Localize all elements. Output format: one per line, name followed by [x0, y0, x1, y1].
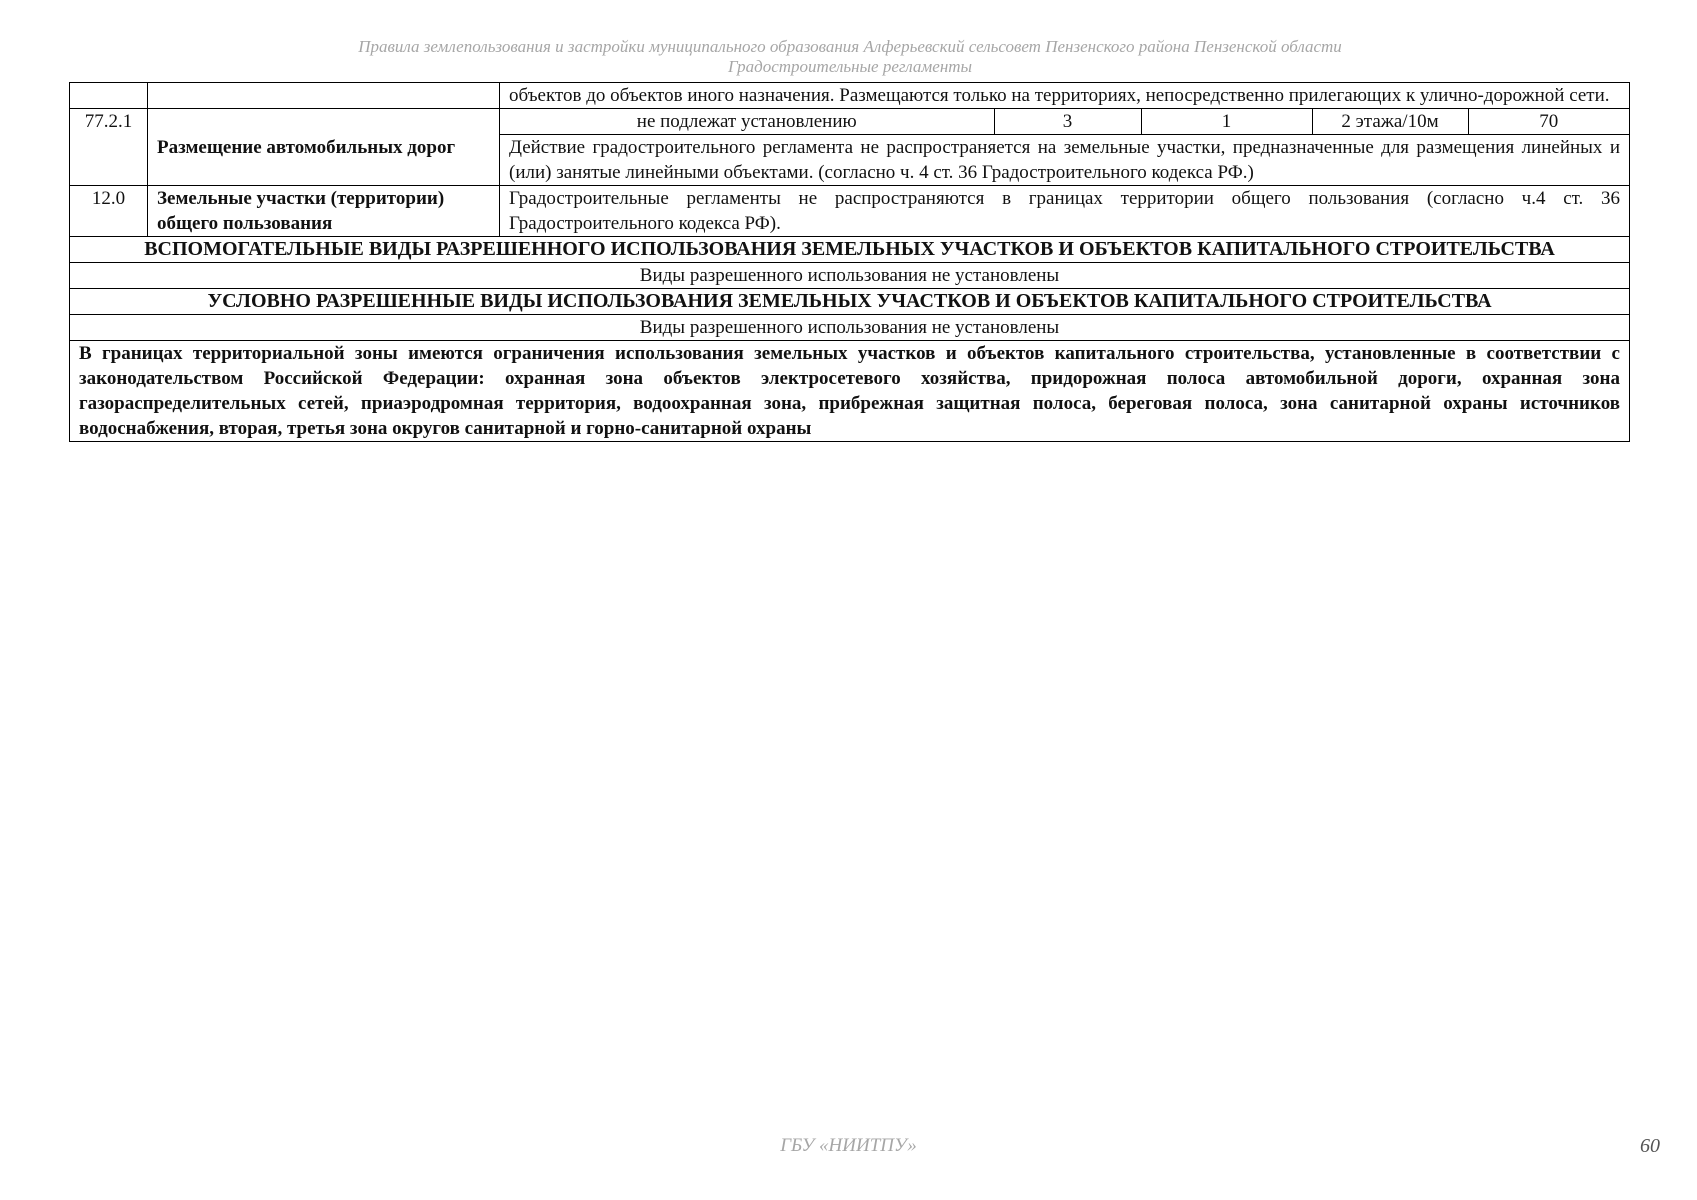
running-header-subtitle: Градостроительные регламенты	[727, 57, 973, 76]
section-text-conditional: Виды разрешенного использования не установлены	[70, 315, 1630, 341]
parameters-table	[500, 109, 1629, 134]
section-row-auxiliary	[70, 237, 1630, 263]
section-row-conditional-text	[70, 315, 1630, 341]
table-row-12-0	[70, 186, 1630, 237]
param-max-height: 2 этажа/10м	[1312, 109, 1468, 134]
code-cell	[70, 83, 148, 109]
param-lot-size: не подлежат установлению	[500, 109, 994, 134]
footer-organization: ГБУ «НИИТПУ»	[780, 1135, 917, 1156]
page-number: 60	[1640, 1135, 1660, 1157]
name-cell: Земельные участки (территории) общего пользования	[148, 186, 500, 237]
param-setback: 1	[1141, 109, 1312, 134]
section-title-conditional: УСЛОВНО РАЗРЕШЕННЫЕ ВИДЫ ИСПОЛЬЗОВАНИЯ ЗЕМЕЛЬНЫХ УЧАСТКОВ И ОБЪЕКТОВ КАПИТАЛЬНОГО СТРОИТЕЛЬСТВА	[70, 289, 1630, 315]
section-text-auxiliary: Виды разрешенного использования не установлены	[70, 263, 1630, 289]
name-cell: Размещение автомобильных дорог	[148, 109, 500, 186]
section-row-auxiliary-text	[70, 263, 1630, 289]
restrictions-row	[70, 341, 1630, 442]
code-cell: 77.2.1	[70, 109, 148, 186]
running-header-title: Правила землепользования и застройки муниципального образования Алферьевский сельсовет Пензенского района Пензенской области	[358, 37, 1342, 56]
restrictions-text: В границах территориальной зоны имеются ограничения использования земельных участков и объектов капитального строительства, установленные в соответствии с законодательством Российской Федерации: охранная зона объектов электросетевого хозяйства, придорожная полоса автомобильной дороги, охранная зона газораспределительных сетей, приаэродромная территория, водоохранная зона, прибрежная защитная полоса, береговая полоса, зона санитарной охраны источников водоснабжения, вторая, третья зона округов санитарной и горно-санитарной охраны	[70, 341, 1630, 442]
section-row-conditional	[70, 289, 1630, 315]
section-title-auxiliary: ВСПОМОГАТЕЛЬНЫЕ ВИДЫ РАЗРЕШЕННОГО ИСПОЛЬЗОВАНИЯ ЗЕМЕЛЬНЫХ УЧАСТКОВ И ОБЪЕКТОВ КАПИТАЛЬНОГО СТРОИТЕЛЬСТВА	[70, 237, 1630, 263]
code-cell: 12.0	[70, 186, 148, 237]
regulations-table	[69, 82, 1630, 442]
param-max-coverage: 70	[1468, 109, 1629, 134]
description-cell: объектов до объектов иного назначения. Размещаются только на территориях, непосредственно прилегающих к улично-дорожной сети.	[500, 83, 1630, 109]
param-min-setback: 3	[994, 109, 1141, 134]
table-row-77-2-1	[70, 109, 1630, 135]
description-cell: Градостроительные регламенты не распространяются в границах территории общего пользования (согласно ч.4 ст. 36 Градостроительного кодекса РФ).	[500, 186, 1630, 237]
table-row-continuation	[70, 83, 1630, 109]
description-cell: Действие градостроительного регламента не распространяется на земельные участки, предназначенные для размещения линейных и (или) занятые линейными объектами. (согласно ч. 4 ст. 36 Градостроительного кодекса РФ.)	[500, 135, 1630, 186]
name-cell	[148, 83, 500, 109]
parameters-cell	[500, 109, 1630, 135]
